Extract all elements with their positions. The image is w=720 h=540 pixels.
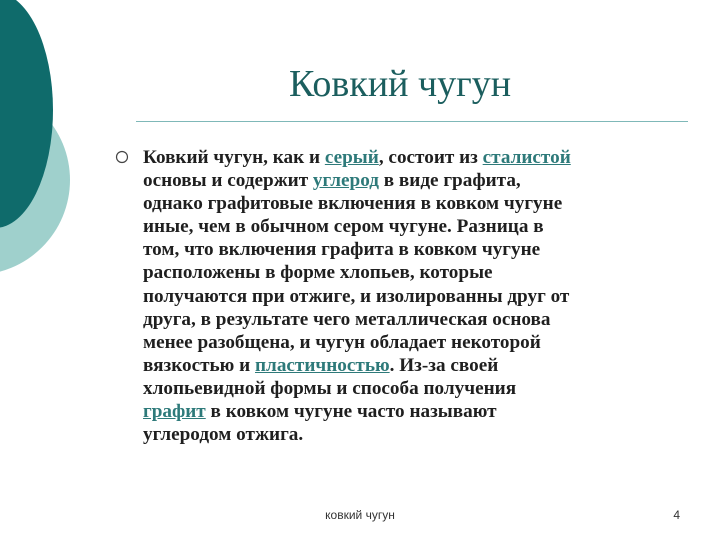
- body-text-run: углеродом отжига.: [143, 424, 304, 446]
- title-divider: [136, 121, 688, 122]
- body-line: [143, 238, 688, 261]
- body-text-run: расположены в форме хлопьев, которые: [143, 262, 493, 284]
- body-line: [143, 331, 688, 354]
- body-text-run: вязкостью и: [143, 354, 255, 376]
- slide-body-text: [143, 146, 688, 446]
- body-line: [143, 261, 688, 284]
- body-line: [143, 192, 688, 215]
- body-text-run: . Из-за своей: [389, 354, 499, 376]
- body-line: [143, 169, 688, 192]
- hyperlink[interactable]: графит: [143, 401, 206, 423]
- footer-title: ковкий чугун: [325, 508, 395, 522]
- body-line: [143, 423, 688, 446]
- body-line: [143, 146, 688, 169]
- body-line: [143, 215, 688, 238]
- body-text-run: хлопьевидной формы и способа получения: [143, 377, 517, 399]
- body-line: [143, 354, 688, 377]
- body-line: [143, 377, 688, 400]
- decorative-circles: [0, 0, 110, 290]
- body-text-run: иные, чем в обычном сером чугуне. Разница в: [143, 216, 544, 238]
- hyperlink[interactable]: углерод: [312, 170, 379, 192]
- body-text-run: в ковком чугуне часто называют: [205, 401, 497, 423]
- body-text-run: Ковкий чугун, как и: [143, 147, 325, 168]
- body-line: [143, 285, 688, 308]
- body-text-run: том, что включения графита в ковком чугуне: [143, 239, 541, 261]
- body-text-run: однако графитовые включения в ковком чугуне: [143, 193, 563, 215]
- body-text-run: получаются при отжиге, и изолированны друг от: [143, 285, 570, 307]
- body-line: [143, 308, 688, 331]
- body-line: [143, 400, 688, 423]
- hollow-circle-bullet-icon: [115, 150, 129, 164]
- page-number: 4: [673, 508, 680, 522]
- body-text-run: , состоит из: [378, 147, 483, 168]
- hyperlink[interactable]: серый: [324, 147, 379, 168]
- body-text-run: основы и содержит: [143, 170, 313, 192]
- body-text-run: в виде графита,: [378, 170, 521, 192]
- slide-title: Ковкий чугун: [288, 63, 512, 105]
- hyperlink[interactable]: сталистой: [482, 147, 571, 168]
- body-text-run: друга, в результате чего металлическая основа: [143, 308, 551, 330]
- hyperlink[interactable]: пластичностью: [255, 354, 390, 376]
- body-text-run: менее разобщена, и чугун обладает некоторой: [143, 331, 541, 353]
